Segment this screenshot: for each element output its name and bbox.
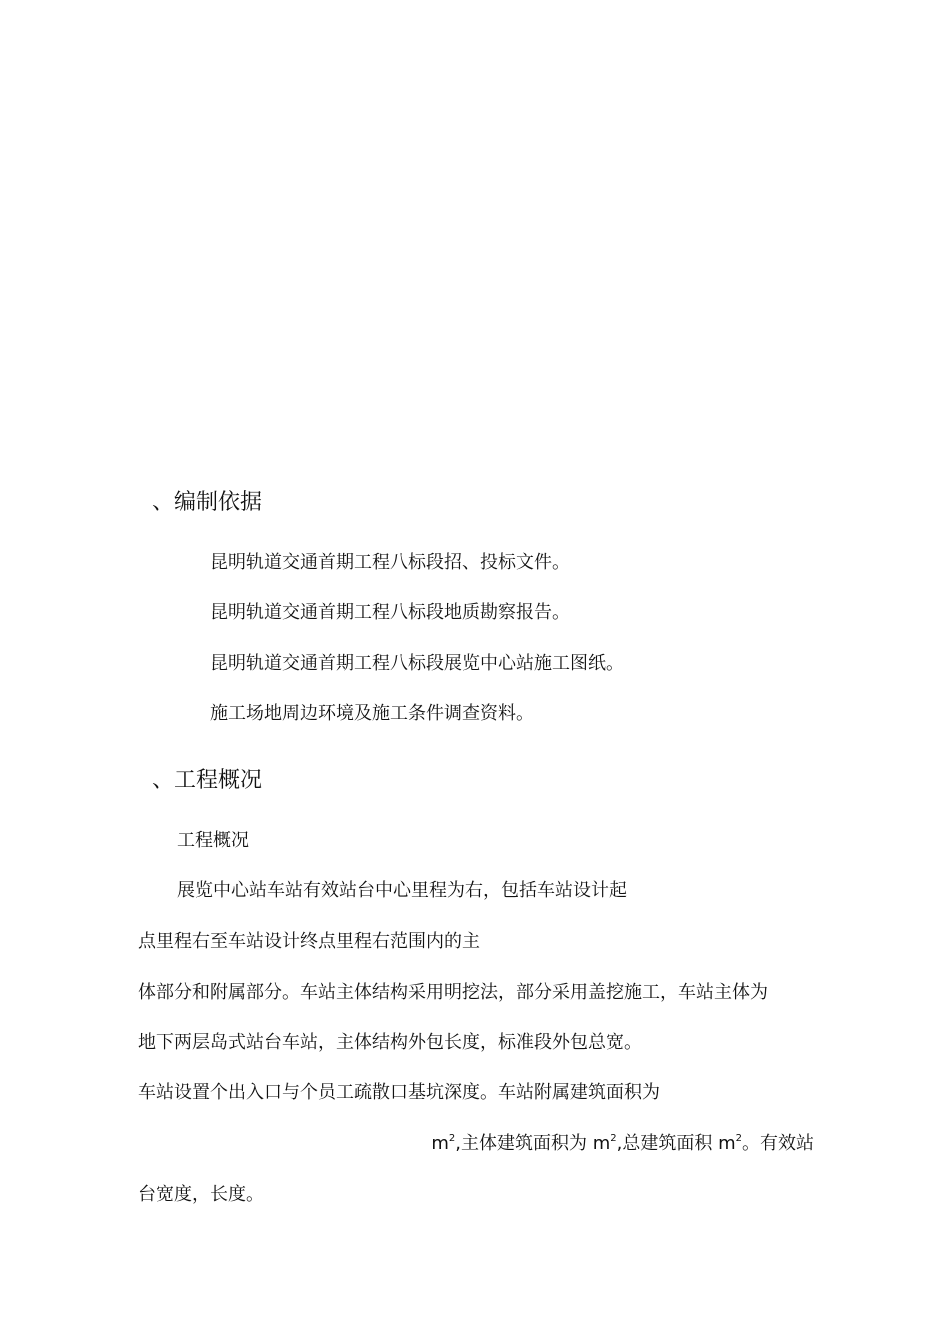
overview-paragraph-line-3: 体部分和附属部分。车站主体结构采用明挖法，部分采用盖挖施工，车站主体为	[138, 982, 768, 1003]
basis-item-3: 昆明轨道交通首期工程八标段展览中心站施工图纸。	[210, 653, 624, 674]
overview-paragraph-line-1: 展览中心站车站有效站台中心里程为右，包括车站设计起	[177, 880, 627, 901]
overview-paragraph-line-5: 车站设置个出入口与个员工疏散口基坑深度。车站附属建筑面积为	[138, 1082, 660, 1103]
section-heading-overview: 、工程概况	[152, 768, 263, 793]
basis-item-1: 昆明轨道交通首期工程八标段招、投标文件。	[210, 552, 570, 573]
basis-item-4: 施工场地周边环境及施工条件调查资料。	[210, 703, 534, 724]
overview-paragraph-line-4: 地下两层岛式站台车站，主体结构外包长度，标准段外包总宽。	[138, 1032, 642, 1053]
overview-paragraph-line-6	[431, 1132, 814, 1156]
overview-paragraph-line-2: 点里程右至车站设计终点里程右范围内的主	[138, 931, 480, 952]
total-area-superscript: 2	[735, 1133, 742, 1144]
total-area-text: ,总建筑面积 m	[616, 1133, 736, 1154]
subsection-title-overview: 工程概况	[177, 830, 249, 851]
overview-paragraph-line-7: 台宽度，长度。	[138, 1184, 264, 1205]
main-area-text: ,主体建筑面积为 m	[455, 1133, 611, 1154]
main-area-superscript: 2	[610, 1133, 617, 1144]
area-unit-superscript: 2	[448, 1133, 456, 1144]
platform-text: 。有效站	[742, 1133, 814, 1154]
basis-item-2: 昆明轨道交通首期工程八标段地质勘察报告。	[210, 602, 570, 623]
area-unit-text: m	[431, 1133, 449, 1154]
section-heading-basis: 、编制依据	[152, 490, 263, 515]
